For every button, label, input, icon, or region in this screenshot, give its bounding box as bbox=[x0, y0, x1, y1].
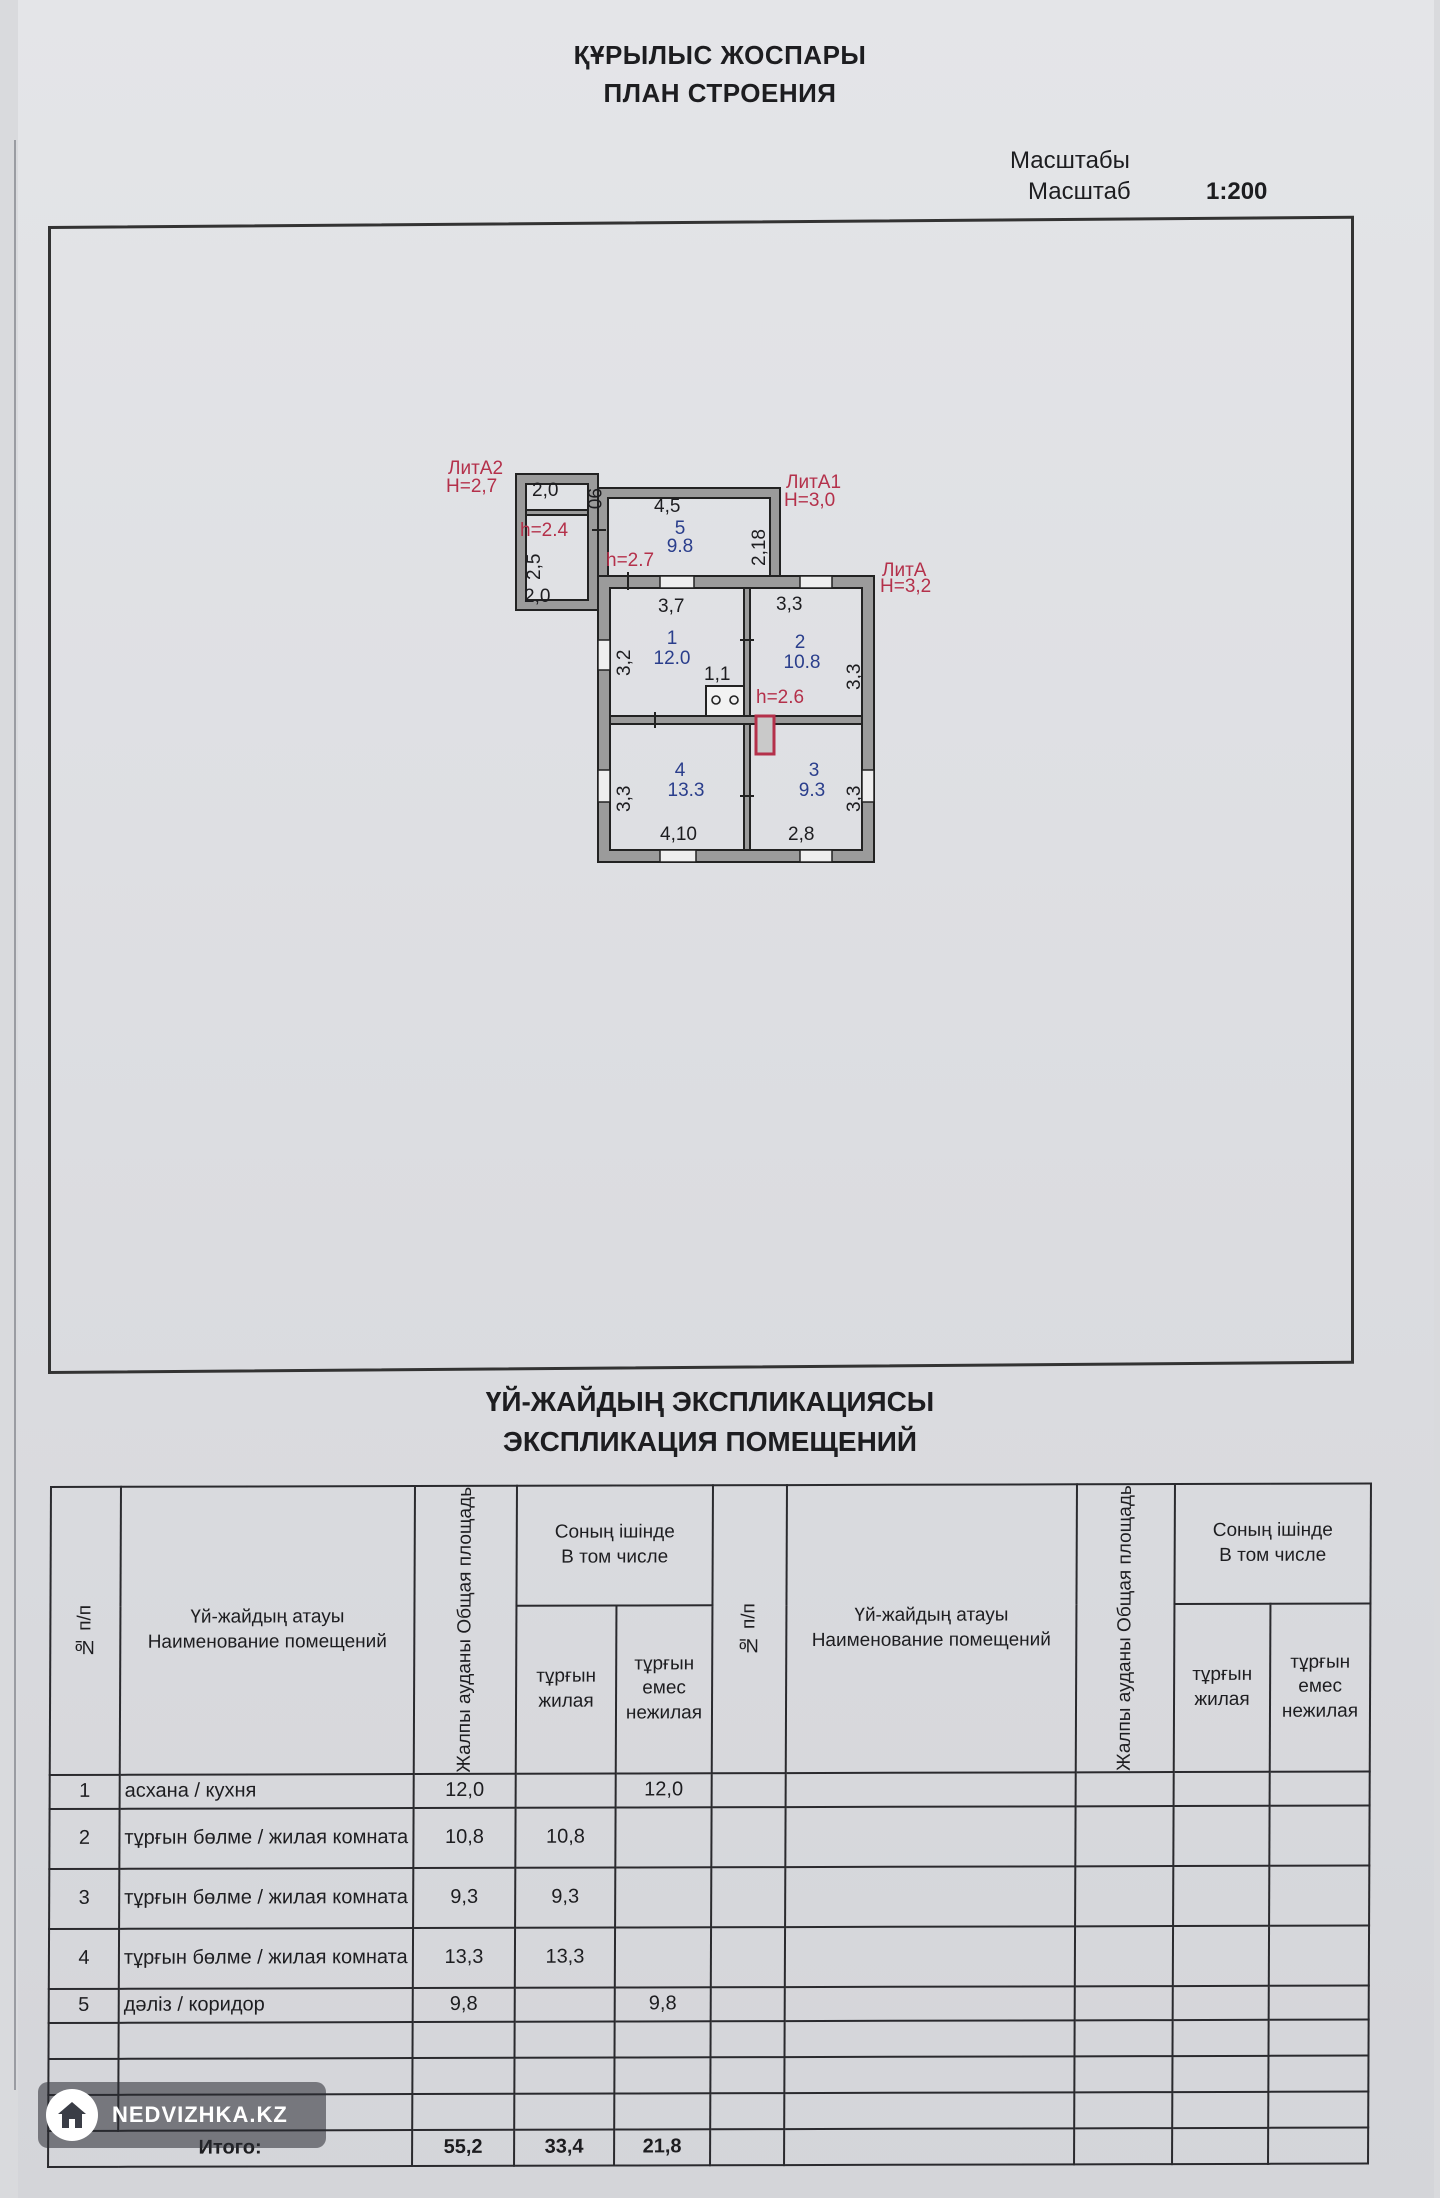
dim-1-1: 1,1 bbox=[704, 664, 731, 685]
dim-2-5: 2,5 bbox=[524, 553, 545, 580]
scale-label-ru: Масштаб bbox=[1028, 178, 1131, 205]
header-nonliving-right bbox=[1270, 1603, 1371, 1771]
chimney bbox=[756, 716, 774, 754]
home-icon bbox=[46, 2089, 98, 2141]
header-living bbox=[516, 1605, 617, 1773]
table-row bbox=[50, 1771, 1370, 1808]
header-nonliving-ru: нежилая bbox=[625, 1702, 703, 1724]
header-nonliving-kz-right: тұрғын емес bbox=[1290, 1651, 1351, 1698]
window bbox=[660, 850, 696, 862]
lit-a1-label: ЛитА1 bbox=[786, 472, 842, 493]
header-total-area: Жалпы ауданы Общая площадь bbox=[414, 1486, 517, 1774]
row-living: 10,8 bbox=[515, 1807, 615, 1867]
room-4-area: 13.3 bbox=[667, 780, 705, 801]
header-name-kz-right: Үй-жайдың атауы bbox=[854, 1604, 1009, 1627]
total-nonliving: 21,8 bbox=[614, 2129, 710, 2165]
row-living: 13,3 bbox=[515, 1927, 615, 1987]
room-5-number: 5 bbox=[674, 518, 686, 539]
lit-a2-label: ЛитА2 bbox=[448, 458, 504, 479]
explication-title-kz: ҮЙ-ЖАЙДЫҢ ЭКСПЛИКАЦИЯСЫ bbox=[485, 1386, 935, 1417]
header-including-ru-right: В том числе bbox=[1219, 1544, 1327, 1566]
header-num-right: № п/п bbox=[712, 1485, 787, 1773]
header-living-right bbox=[1174, 1603, 1271, 1771]
row-name: асхана / кухня bbox=[120, 1774, 414, 1809]
watermark bbox=[38, 2082, 326, 2148]
scale-label-kz: Масштабы bbox=[1010, 147, 1130, 174]
header-including bbox=[516, 1485, 713, 1605]
row-living: 9,3 bbox=[515, 1867, 615, 1927]
header-nonliving-kz: тұрғын емес bbox=[634, 1652, 695, 1699]
header-name bbox=[120, 1486, 415, 1774]
row-name: тұрғын бөлме / жилая комната bbox=[119, 1868, 413, 1929]
header-including-ru: В том числе bbox=[561, 1546, 669, 1568]
header-living-ru: жилая bbox=[538, 1690, 594, 1712]
height-annex: h=2.4 bbox=[520, 520, 569, 541]
row-total: 10,8 bbox=[413, 1808, 515, 1868]
room-3-area: 9.3 bbox=[798, 780, 826, 801]
lit-a-height: H=3,2 bbox=[880, 576, 932, 597]
row-nonliving: 12,0 bbox=[616, 1773, 712, 1807]
room-1-area: 12.0 bbox=[653, 648, 691, 669]
height-corridor: h=2.7 bbox=[606, 550, 655, 571]
dim-2-18: 2,18 bbox=[749, 529, 770, 566]
window bbox=[800, 576, 832, 588]
header-living-kz-right: тұрғын bbox=[1192, 1663, 1253, 1685]
total-living: 33,4 bbox=[514, 2129, 614, 2165]
room-2-area: 10.8 bbox=[783, 652, 821, 673]
header-including-kz: Соның ішінде bbox=[554, 1521, 675, 1543]
table-row bbox=[49, 1925, 1369, 1988]
header-nonliving-ru-right: нежилая bbox=[1281, 1700, 1359, 1722]
title-ru: ПЛАН СТРОЕНИЯ bbox=[603, 78, 837, 108]
row-nonliving bbox=[615, 1807, 711, 1867]
dim-3-3-room2: 3,3 bbox=[844, 663, 865, 690]
room-1-number: 1 bbox=[666, 628, 678, 649]
row-living bbox=[515, 1987, 615, 2021]
header-living-ru-right: жилая bbox=[1194, 1688, 1250, 1710]
header-name-ru-right: Наименование помещений bbox=[811, 1629, 1051, 1651]
explication-table bbox=[47, 1483, 1372, 2168]
room-2-number: 2 bbox=[794, 632, 806, 653]
header-living-kz: тұрғын bbox=[536, 1665, 597, 1687]
header-name-kz: Үй-жайдың атауы bbox=[190, 1606, 345, 1628]
row-num: 1 bbox=[50, 1775, 120, 1809]
dim-3-7: 3,7 bbox=[658, 596, 685, 617]
scale-value: 1:200 bbox=[1206, 178, 1268, 205]
row-num: 2 bbox=[49, 1809, 119, 1869]
dim-2-8: 2,8 bbox=[788, 824, 815, 845]
partition-wall bbox=[610, 716, 862, 724]
window bbox=[660, 576, 694, 588]
window bbox=[598, 770, 610, 802]
total-area: 55,2 bbox=[412, 2130, 514, 2166]
row-total: 13,3 bbox=[413, 1928, 515, 1988]
lit-a1-height: H=3,0 bbox=[784, 490, 836, 511]
room-5-area: 9.8 bbox=[666, 536, 694, 557]
header-nonliving bbox=[616, 1605, 713, 1773]
dim-90: 90 bbox=[583, 488, 604, 510]
header-name-ru: Наименование помещений bbox=[147, 1630, 387, 1653]
row-nonliving bbox=[615, 1927, 711, 1987]
table-header-row bbox=[50, 1484, 1371, 1607]
row-nonliving: 9,8 bbox=[615, 1987, 711, 2021]
row-total: 9,8 bbox=[413, 1988, 515, 2022]
height-room: h=2.6 bbox=[756, 687, 805, 708]
row-name: тұрғын бөлме / жилая комната bbox=[119, 1928, 413, 1989]
row-living bbox=[516, 1773, 616, 1807]
header-name-right bbox=[786, 1484, 1077, 1772]
row-name: тұрғын бөлме / жилая комната bbox=[119, 1808, 413, 1869]
row-num: 4 bbox=[49, 1929, 119, 1989]
row-total: 12,0 bbox=[414, 1774, 516, 1808]
row-nonliving bbox=[615, 1867, 711, 1927]
dim-4-10: 4,10 bbox=[660, 824, 697, 845]
table-row-empty bbox=[49, 2019, 1369, 2058]
header-including-right bbox=[1174, 1484, 1371, 1604]
table-row bbox=[49, 1805, 1369, 1868]
lit-a-label: ЛитА bbox=[882, 560, 927, 581]
row-name: дәліз / коридор bbox=[119, 1988, 413, 2023]
row-num: 3 bbox=[49, 1869, 119, 1929]
window bbox=[800, 850, 832, 862]
dim-3-2: 3,2 bbox=[614, 649, 635, 676]
dim-3-3-room3: 3,3 bbox=[844, 785, 865, 812]
lit-a2-height: H=2,7 bbox=[446, 476, 498, 497]
room-3-number: 3 bbox=[808, 760, 820, 781]
dim-3-3-top: 3,3 bbox=[776, 594, 803, 615]
dim-2-0-bottom: 2,0 bbox=[524, 586, 551, 607]
watermark-text: NEDVIZHKA.KZ bbox=[112, 2102, 288, 2127]
explication-title-ru: ЭКСПЛИКАЦИЯ ПОМЕЩЕНИЙ bbox=[502, 1426, 918, 1457]
annex-partition bbox=[526, 510, 588, 515]
header-total-area-right: Жалпы ауданы Общая площадь bbox=[1076, 1484, 1175, 1772]
window bbox=[598, 640, 610, 670]
header-num: № п/п bbox=[50, 1487, 121, 1775]
row-total: 9,3 bbox=[413, 1868, 515, 1928]
table-row bbox=[49, 1985, 1369, 2022]
table-row bbox=[49, 1865, 1369, 1928]
dim-2-0-top: 2,0 bbox=[532, 480, 559, 501]
row-num: 5 bbox=[49, 1989, 119, 2023]
header-including-kz-right: Соның ішінде bbox=[1212, 1519, 1333, 1542]
dim-3-3-room4: 3,3 bbox=[614, 785, 635, 812]
room-4-number: 4 bbox=[674, 760, 686, 781]
title-kz: ҚҰРЫЛЫС ЖОСПАРЫ bbox=[573, 40, 867, 70]
dim-4-5: 4,5 bbox=[654, 496, 681, 517]
